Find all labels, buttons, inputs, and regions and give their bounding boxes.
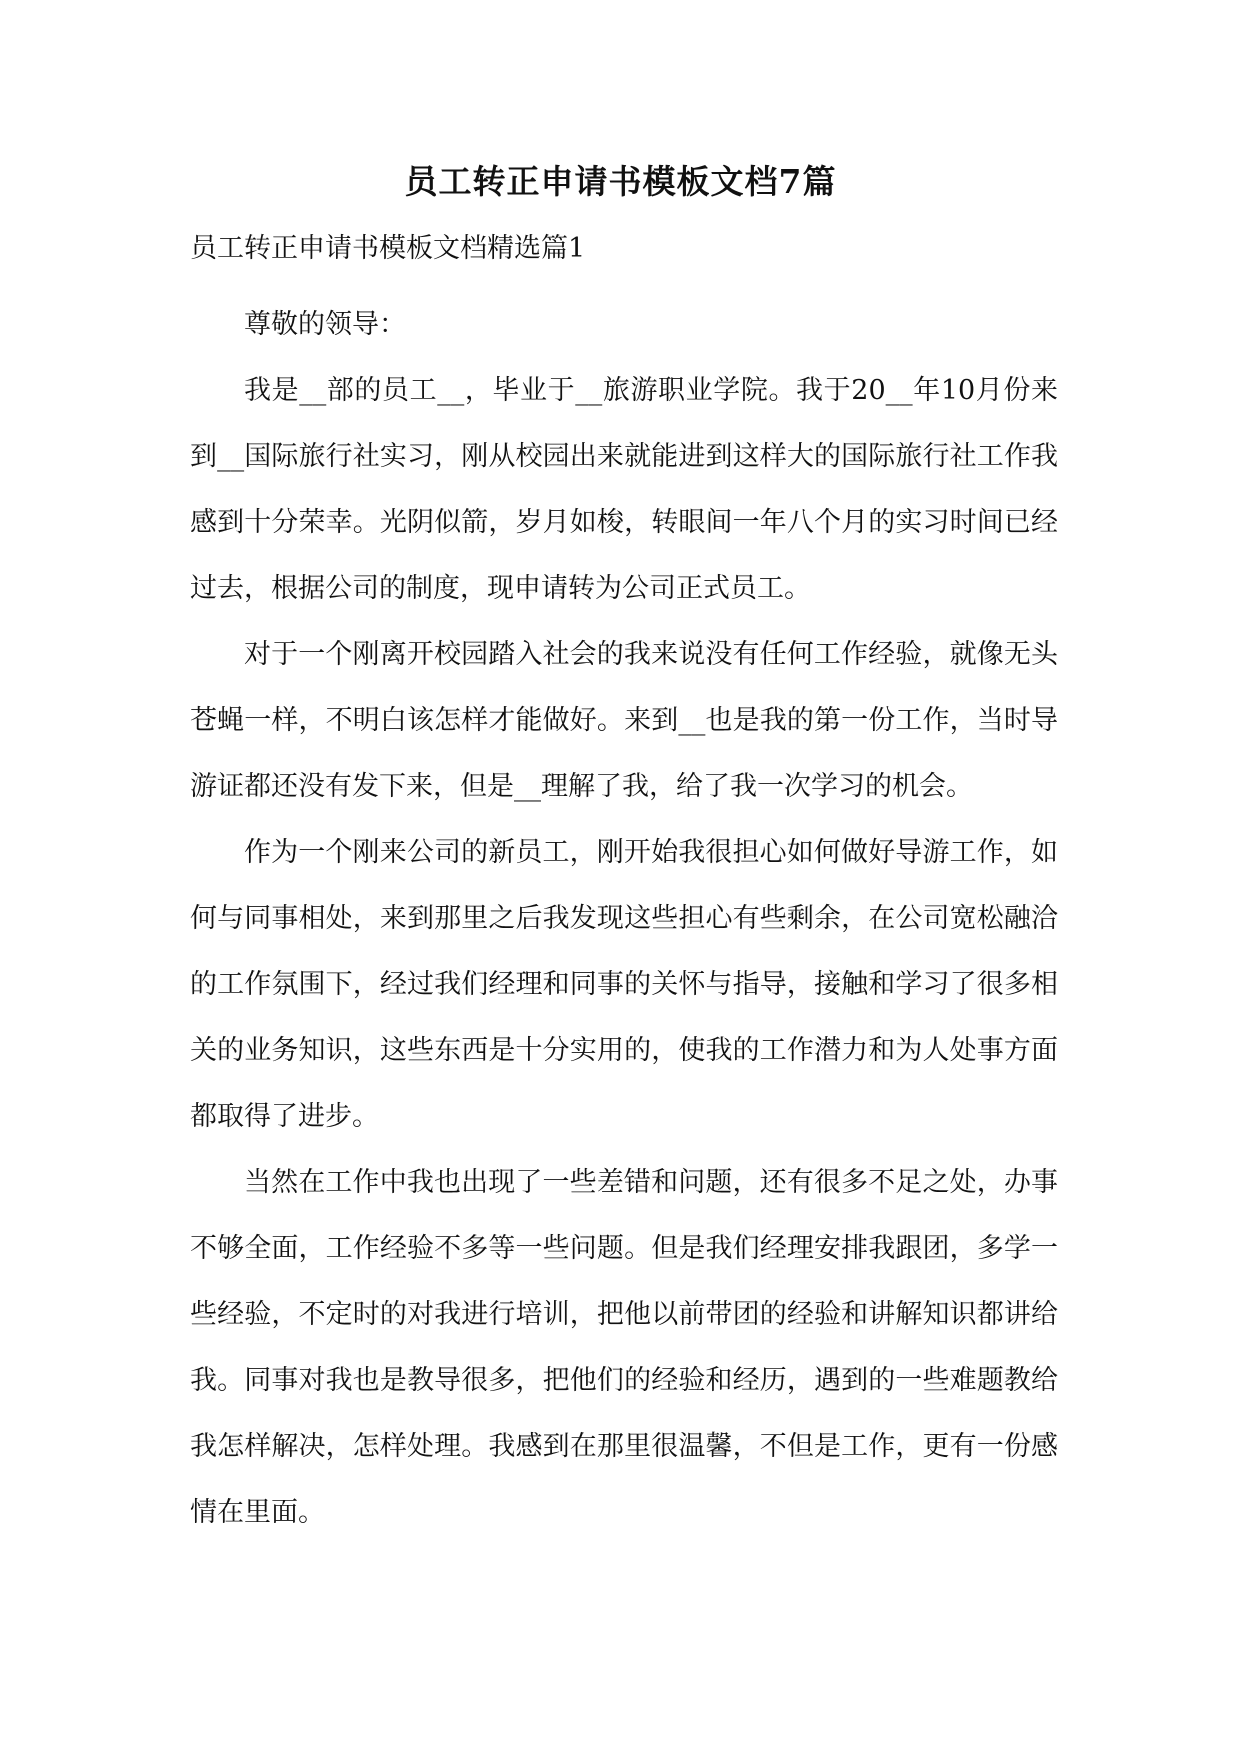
document-subtitle: 员工转正申请书模板文档精选篇1	[190, 233, 586, 264]
document-title: 员工转正申请书模板文档7篇	[404, 162, 837, 201]
paragraph-4: 当然在工作中我也出现了一些差错和问题，还有很多不足之处，办事不够全面，工作经验不多等一些问题。但是我们经理安排我跟团，多学一些经验，不定时的对我进行培训，把他以前带团的经验和讲解知识都讲给我。同事对我也是教导很多，把他们的经验和经历，遇到的一些难题教给我怎样解决，怎样处理。我感到在那里很温馨，不但是工作，更有一份感情在里面。	[190, 1167, 1058, 1528]
paragraph-1: 我是__部的员工__，毕业于__旅游职业学院。我于20__年10月份来到__国际旅行社实习，刚从校园出来就能进到这样大的国际旅行社工作我感到十分荣幸。光阴似箭，岁月如梭，转眼间一年八个月的实习时间已经过去，根据公司的制度，现申请转为公司正式员工。	[190, 375, 1058, 604]
paragraph-3: 作为一个刚来公司的新员工，刚开始我很担心如何做好导游工作，如何与同事相处，来到那里之后我发现这些担心有些剩余，在公司宽松融洽的工作氛围下，经过我们经理和同事的关怀与指导，接触和学习了很多相关的业务知识，这些东西是十分实用的，使我的工作潜力和为人处事方面都取得了进步。	[190, 837, 1058, 1132]
document-body	[190, 292, 1058, 1546]
salutation: 尊敬的领导：	[244, 309, 406, 340]
paragraph-2: 对于一个刚离开校园踏入社会的我来说没有任何工作经验，就像无头苍蝇一样，不明白该怎样才能做好。来到__也是我的第一份工作，当时导游证都还没有发下来，但是__理解了我，给了我一次学习的机会。	[190, 639, 1058, 802]
